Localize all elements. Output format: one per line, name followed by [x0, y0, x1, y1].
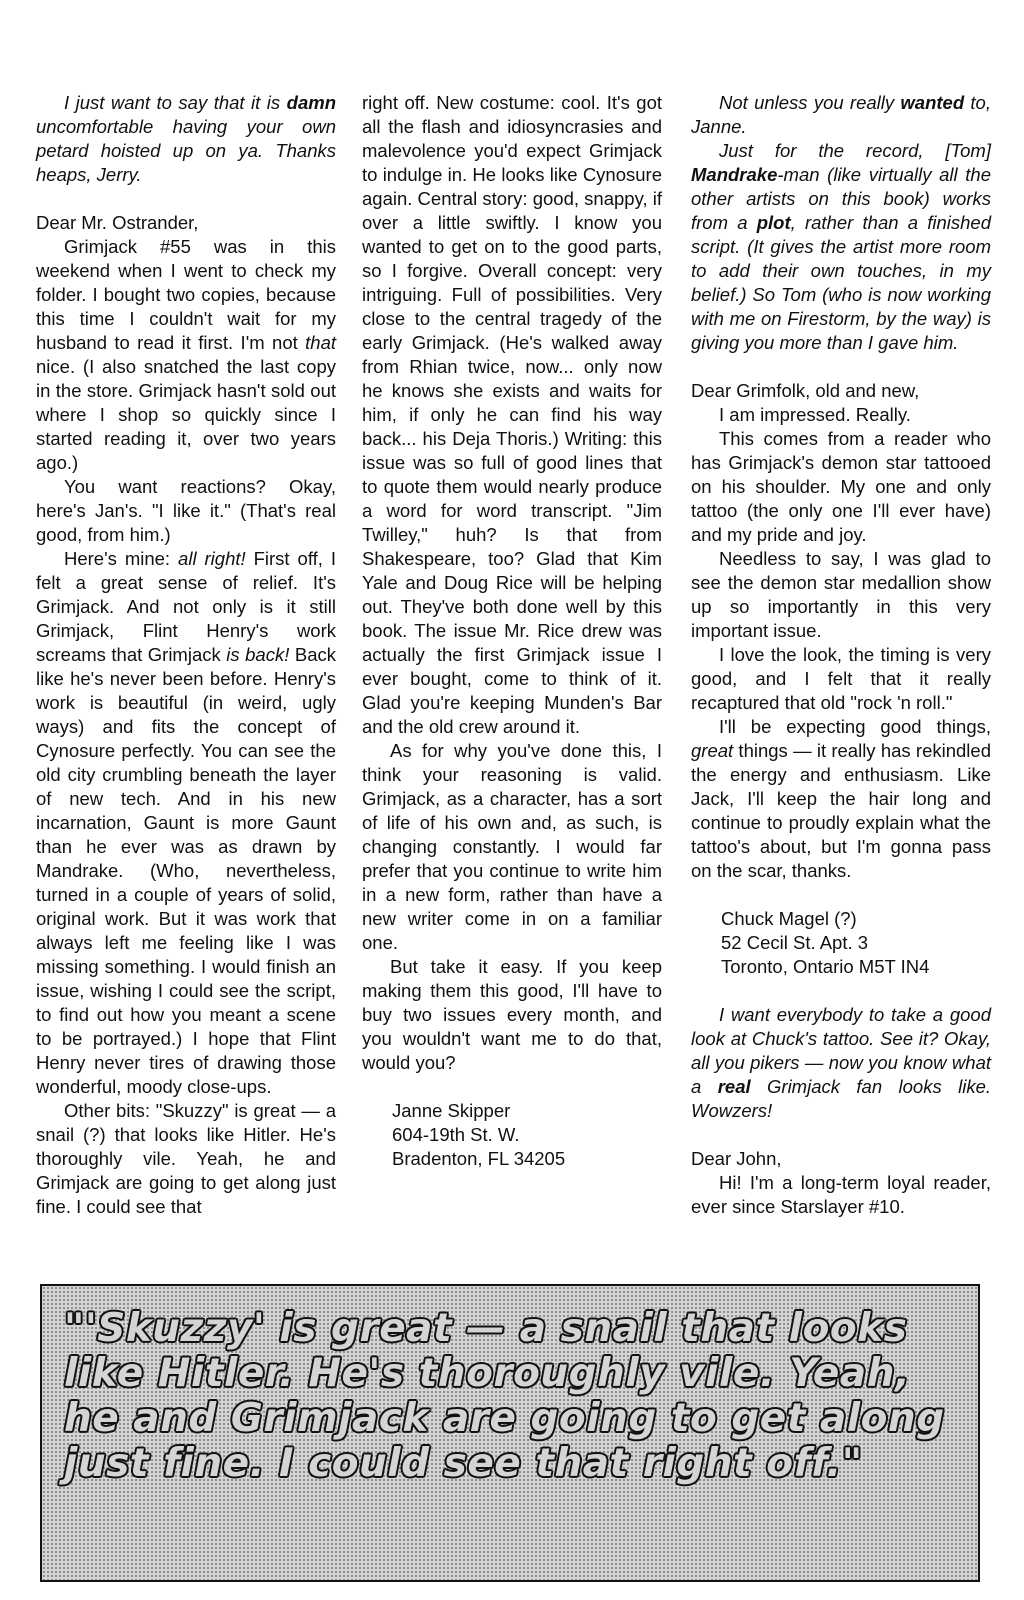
letter2-paragraph-1: I am impressed. Really.: [719, 404, 911, 425]
editor-note-1: I just want to say that it is damn uncomfortable having your own petard hoisted up on ya. Thanks heaps, Jerry.: [36, 92, 336, 185]
letter3-paragraph-1: Hi! I'm a long-term loyal reader, ever since Starslayer #10.: [691, 1172, 991, 1217]
column-left: [36, 91, 336, 1219]
letter1-signature: [362, 1099, 662, 1171]
letter1-salutation: Dear Mr. Ostrander,: [36, 212, 199, 233]
pull-quote-box: [40, 1284, 980, 1582]
letter1-paragraph-1: Grimjack #55 was in this weekend when I went to check my folder. I bought two copies, because this time I couldn't wait for my husband to read it first. I'm not that nice. (I also snatched the last copy in the store. Grimjack hasn't sold out where I shop so quickly since I started reading it, over two years ago.): [36, 236, 336, 473]
letter2-paragraph-2: This comes from a reader who has Grimjack's demon star tattooed on his shoulder. My one and only tattoo (the only one I'll ever have) and my pride and joy.: [691, 428, 991, 545]
column-right: [691, 91, 991, 1219]
letter2-paragraph-5: I'll be expecting good things, great things — it really has rekindled the energy and enthusiasm. Like Jack, I'll keep the hair long and continue to proudly explain what the tattoo's about, but I'm gonna pass on the scar, thanks.: [691, 716, 991, 881]
signature-name: Janne Skipper: [392, 1100, 511, 1121]
letter3-salutation: Dear John,: [691, 1148, 782, 1169]
letter1-paragraph-6: But take it easy. If you keep making them this good, I'll have to buy two issues every month, and you wouldn't want me to do that, would you?: [362, 956, 662, 1073]
signature-name: Chuck Magel (?): [721, 908, 857, 929]
letter2-signature: [691, 907, 991, 979]
letter1-paragraph-5: As for why you've done this, I think your reasoning is valid. Grimjack, as a character, has a sort of life of his own and, as such, is changing constantly. I would far prefer that you continue to write him in a new form, rather than have a new writer come in on a familiar one.: [362, 740, 662, 953]
letter2-paragraph-4: I love the look, the timing is very good, and I felt that it really recaptured that old "rock 'n roll.": [691, 644, 991, 713]
editor-note-3: I want everybody to take a good look at Chuck's tattoo. See it? Okay, all you pikers — now you know what a real Grimjack fan looks like. Wowzers!: [691, 1004, 991, 1121]
letter1-paragraph-4: Other bits: "Skuzzy" is great — a snail (?) that looks like Hitler. He's thoroughly vile. Yeah, he and Grimjack are going to get along just fine. I could see that: [36, 1100, 336, 1217]
signature-street: 52 Cecil St. Apt. 3: [721, 932, 869, 953]
column-middle: [362, 91, 662, 1171]
signature-city: Toronto, Ontario M5T IN4: [721, 956, 930, 977]
letter2-salutation: Dear Grimfolk, old and new,: [691, 380, 920, 401]
letter1-paragraph-3: Here's mine: all right! First off, I felt a great sense of relief. It's Grimjack. And not only is it still Grimjack, Flint Henry's work screams that Grimjack is back! Back like he's never been before. Henry's work is beautiful (in weird, ugly ways) and fits the concept of Cynosure perfectly. You can see the old city crumbling beneath the layer of new tech. And in his new incarnation, Gaunt is more Gaunt than he ever was as drawn by Mandrake. (Who, nevertheless, turned in a couple of years of solid, original work. But it was work that always left me feeling like I was missing something. I would finish an issue, wishing I could see the script, to find out how you meant a scene to be portrayed.) I hope that Flint Henry never tires of drawing those wonderful, moody close-ups.: [36, 548, 337, 1097]
editor-note-2a: Not unless you really wanted to, Janne.: [691, 92, 991, 137]
pull-quote-text: "'Skuzzy' is great — a snail that looks like Hitler. He's thoroughly vile. Yeah, he and Grimjack are going to get along just fine. I could see that right off.": [64, 1306, 945, 1486]
signature-street: 604-19th St. W.: [392, 1124, 520, 1145]
editor-note-2b: Just for the record, [Tom] Mandrake-man (like virtually all the other artists on this book) works from a plot, rather than a finished script. (It gives the artist more room to add their own touches, in my belief.) So Tom (who is now working with me on Firestorm, by the way) is giving you more than I gave him.: [691, 140, 991, 353]
letter1-paragraph-4-continued: right off. New costume: cool. It's got all the flash and idiosyncrasies and malevolence you'd expect Grimjack to indulge in. He looks like Cynosure again. Central story: good, snappy, if over a little swiftly. I know you wanted to get on to the good parts, so I forgive. Overall concept: very intriguing. Full of possibilities. Very close to the central tragedy of the early Grimjack. (He's walked away from Rhian twice, now... only now he knows she exists and waits for him, if only he can find his way back... his Deja Thoris.) Writing: this issue was so full of good lines that to quote them would nearly produce a word for word transcript. "Jim Twilley," huh? Is that from Shakespeare, too? Glad that Kim Yale and Doug Rice will be helping out. They've both done well by this book. The issue Mr. Rice drew was actually the first Grimjack issue I ever bought, come to think of it. Glad you're keeping Munden's Bar and the old crew around it.: [362, 92, 662, 737]
letter1-paragraph-2: You want reactions? Okay, here's Jan's. "I like it." (That's real good, from him.): [36, 476, 336, 545]
signature-city: Bradenton, FL 34205: [392, 1148, 566, 1169]
letter2-paragraph-3: Needless to say, I was glad to see the demon star medallion show up so importantly in this very important issue.: [691, 548, 991, 641]
